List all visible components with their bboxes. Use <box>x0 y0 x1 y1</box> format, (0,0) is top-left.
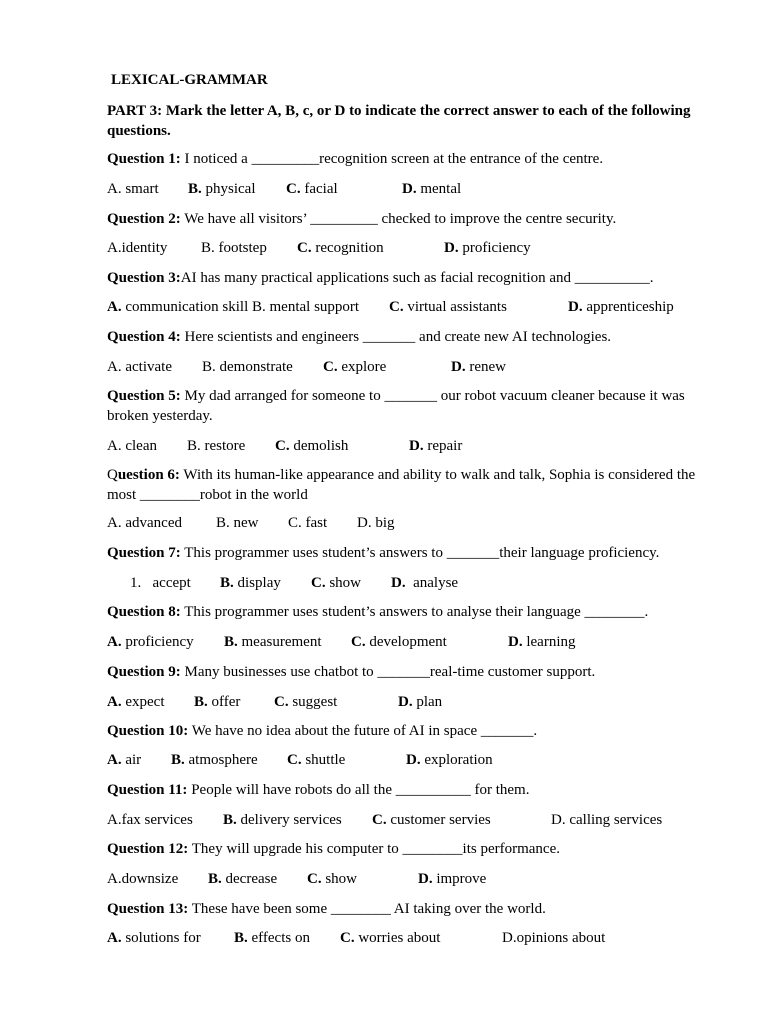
part-instruction: PART 3: Mark the letter A, B, c, or D to indicate the correct answer to each of the following questions. <box>107 103 691 139</box>
option-text: big <box>371 515 395 531</box>
option-text: show <box>325 575 362 591</box>
option-4-2 <box>202 358 293 378</box>
option-text: accept <box>141 575 191 591</box>
question-label: Question 4: <box>107 329 181 345</box>
option-letter: D. <box>444 240 459 256</box>
option-3-3 <box>568 298 674 318</box>
option-text: proficiency <box>121 634 194 650</box>
option-4-1 <box>107 358 172 378</box>
option-letter: D. <box>398 694 413 710</box>
option-text: offer <box>207 694 241 710</box>
option-letter: B. <box>224 634 238 650</box>
option-text: exploration <box>420 752 493 768</box>
option-3-1 <box>107 298 359 318</box>
question-label: Question 1: <box>107 151 181 167</box>
option-letter: C. <box>288 515 302 531</box>
option-text: restore <box>200 438 246 454</box>
option-text: fax services <box>121 812 193 828</box>
option-letter: C. <box>287 752 302 768</box>
option-13-1 <box>107 929 201 949</box>
option-letter: B. <box>201 240 215 256</box>
option-letter: D. <box>357 515 372 531</box>
option-12-1 <box>107 870 178 890</box>
question-label: Question 11: <box>107 782 188 798</box>
question-label: Question 12: <box>107 841 189 857</box>
question-label: Question 8: <box>107 604 181 620</box>
option-letter: D. <box>551 812 566 828</box>
option-7-2 <box>220 574 281 594</box>
question-7 <box>107 544 707 564</box>
option-text: renew <box>465 359 506 375</box>
question-text: Many businesses use chatbot to _______real-time customer support. <box>180 664 596 680</box>
option-text: suggest <box>288 694 338 710</box>
question-label: Question 13: <box>107 901 189 917</box>
option-text: measurement <box>237 634 322 650</box>
option-letter: A. <box>107 438 122 454</box>
option-letter: A. <box>107 181 122 197</box>
option-1-1 <box>107 180 159 200</box>
option-letter: B. <box>187 438 201 454</box>
option-letter: C. <box>351 634 366 650</box>
option-13-3 <box>340 929 440 949</box>
question-text: This programmer uses student’s answers to _______their language proficiency. <box>180 545 660 561</box>
question-text: People will have robots do all the __________ for them. <box>187 782 530 798</box>
option-8-4 <box>508 633 576 653</box>
option-9-1 <box>107 693 164 713</box>
option-5-2 <box>187 437 245 457</box>
option-text: activate <box>121 359 172 375</box>
option-11-1 <box>107 811 193 831</box>
option-text: calling services <box>565 812 663 828</box>
option-10-1 <box>107 751 141 771</box>
option-letter: B. <box>194 694 208 710</box>
question-8 <box>107 603 707 623</box>
option-text: expect <box>121 694 165 710</box>
question-12 <box>107 840 707 860</box>
question-text: AI has many practical applications such as facial recognition and __________. <box>180 270 654 286</box>
option-text: display <box>233 575 281 591</box>
option-text: solutions for <box>121 930 201 946</box>
option-letter: C. <box>274 694 289 710</box>
option-7-4 <box>391 574 458 594</box>
question-label: Question 2: <box>107 211 181 227</box>
question-label: uestion 6: <box>117 467 180 483</box>
option-letter: C. <box>372 812 387 828</box>
option-letter: D. <box>406 752 421 768</box>
question-text: I noticed a _________recognition screen at the entrance of the centre. <box>180 151 604 167</box>
option-text: facial <box>300 181 338 197</box>
option-text: air <box>121 752 142 768</box>
option-text: repair <box>423 438 463 454</box>
option-letter: B. <box>188 181 202 197</box>
question-13 <box>107 900 707 920</box>
option-text: apprenticeship <box>582 299 674 315</box>
option-text: explore <box>337 359 387 375</box>
option-text: footstep <box>214 240 267 256</box>
option-letter: B. <box>202 359 216 375</box>
option-letter: A. <box>107 694 122 710</box>
option-text: analyse <box>405 575 459 591</box>
option-text: physical <box>201 181 256 197</box>
option-4-3 <box>323 358 386 378</box>
option-10-4 <box>406 751 493 771</box>
option-letter: A. <box>107 752 122 768</box>
option-letter: D. <box>409 438 424 454</box>
question-text: We have all visitors’ _________ checked to improve the centre security. <box>180 211 617 227</box>
option-5-1 <box>107 437 157 457</box>
option-letter: B. <box>171 752 185 768</box>
option-text: delivery services <box>236 812 342 828</box>
option-8-1 <box>107 633 194 653</box>
option-13-2 <box>234 929 310 949</box>
question-label: Question 10: <box>107 723 189 739</box>
option-text: development <box>365 634 447 650</box>
option-letter: A. <box>107 871 122 887</box>
page-title: LEXICAL-GRAMMAR <box>111 72 268 88</box>
question-11 <box>107 781 707 801</box>
option-4-4 <box>451 358 506 378</box>
question-text: They will upgrade his computer to ________its performance. <box>188 841 560 857</box>
question-3 <box>107 269 707 289</box>
option-text: plan <box>412 694 443 710</box>
option-text: opinions about <box>516 930 606 946</box>
option-text: proficiency <box>458 240 531 256</box>
option-letter: C. <box>307 871 322 887</box>
option-letter: A. <box>107 299 122 315</box>
option-11-2 <box>223 811 342 831</box>
option-letter: C. <box>275 438 290 454</box>
option-10-2 <box>171 751 258 771</box>
question-label: Question 5: <box>107 388 181 404</box>
option-7-3 <box>311 574 361 594</box>
option-8-2 <box>224 633 321 653</box>
option-letter: C. <box>286 181 301 197</box>
option-2-4 <box>444 239 531 259</box>
option-8-3 <box>351 633 447 653</box>
option-7-1 <box>130 574 191 594</box>
option-5-3 <box>275 437 348 457</box>
option-text: advanced <box>121 515 182 531</box>
option-3-2 <box>389 298 507 318</box>
option-9-4 <box>398 693 442 713</box>
option-1-3 <box>286 180 338 200</box>
question-9 <box>107 663 707 683</box>
option-letter: A. <box>107 515 122 531</box>
option-letter: D. <box>502 930 517 946</box>
option-text: identity <box>121 240 168 256</box>
option-letter: C. <box>311 575 326 591</box>
option-text: clean <box>121 438 157 454</box>
option-letter: D. <box>568 299 583 315</box>
question-label: Question 9: <box>107 664 181 680</box>
option-text: fast <box>301 515 328 531</box>
question-label-prefix: Q <box>107 467 118 483</box>
option-11-4 <box>551 811 662 831</box>
option-text: effects on <box>247 930 310 946</box>
option-letter: A. <box>107 634 122 650</box>
question-label: Question 3: <box>107 270 181 286</box>
option-text: shuttle <box>301 752 346 768</box>
option-6-1 <box>107 514 182 534</box>
option-letter: C. <box>297 240 312 256</box>
question-1 <box>107 150 707 170</box>
option-text: downsize <box>121 871 179 887</box>
option-text: virtual assistants <box>403 299 507 315</box>
option-9-2 <box>194 693 240 713</box>
option-letter: B. <box>234 930 248 946</box>
question-text: These have been some ________ AI taking over the world. <box>188 901 546 917</box>
question-4 <box>107 328 707 348</box>
option-letter: D. <box>391 575 406 591</box>
question-2 <box>107 210 707 230</box>
option-12-4 <box>418 870 486 890</box>
option-6-2 <box>216 514 259 534</box>
option-letter: A. <box>107 359 122 375</box>
option-letter: D. <box>508 634 523 650</box>
option-text: worries about <box>354 930 441 946</box>
option-text: demolish <box>289 438 349 454</box>
option-2-3 <box>297 239 384 259</box>
option-letter: B. <box>216 515 230 531</box>
option-12-3 <box>307 870 357 890</box>
option-9-3 <box>274 693 337 713</box>
option-5-4 <box>409 437 462 457</box>
option-2-2 <box>201 239 267 259</box>
option-text: atmosphere <box>184 752 258 768</box>
option-text: communication skill B. mental support <box>121 299 360 315</box>
option-text: show <box>321 871 358 887</box>
option-10-3 <box>287 751 345 771</box>
option-1-2 <box>188 180 256 200</box>
question-text: This programmer uses student’s answers to analyse their language ________. <box>180 604 649 620</box>
option-1-4 <box>402 180 461 200</box>
option-2-1 <box>107 239 167 259</box>
option-letter: B. <box>220 575 234 591</box>
option-letter: A. <box>107 240 122 256</box>
option-11-3 <box>372 811 491 831</box>
option-text: customer servies <box>386 812 491 828</box>
option-text: demonstrate <box>215 359 293 375</box>
question-text: With its human-like appearance and ability to walk and talk, Sophia is considered the most ________robot in the world <box>107 467 696 503</box>
option-letter: B. <box>223 812 237 828</box>
question-label: Question 7: <box>107 545 181 561</box>
option-letter: A. <box>107 812 122 828</box>
option-12-2 <box>208 870 277 890</box>
question-5 <box>107 387 707 426</box>
option-text: new <box>229 515 259 531</box>
option-13-4 <box>502 929 605 949</box>
option-text: improve <box>432 871 487 887</box>
option-letter: D. <box>451 359 466 375</box>
option-text: learning <box>522 634 576 650</box>
option-text: recognition <box>311 240 384 256</box>
option-letter: A. <box>107 930 122 946</box>
option-text: mental <box>416 181 462 197</box>
question-text: Here scientists and engineers _______ and create new AI technologies. <box>180 329 612 345</box>
option-6-4 <box>357 514 395 534</box>
question-text: We have no idea about the future of AI in space _______. <box>188 723 538 739</box>
option-letter: C. <box>323 359 338 375</box>
option-letter: 1. <box>130 575 142 591</box>
option-letter: C. <box>340 930 355 946</box>
question-6 <box>107 466 707 505</box>
option-letter: B. <box>208 871 222 887</box>
question-text: My dad arranged for someone to _______ our robot vacuum cleaner because it was broken yesterday. <box>107 388 685 424</box>
option-letter: C. <box>389 299 404 315</box>
option-text: decrease <box>221 871 278 887</box>
option-letter: D. <box>402 181 417 197</box>
option-6-3 <box>288 514 327 534</box>
question-10 <box>107 722 707 742</box>
option-letter: D. <box>418 871 433 887</box>
option-text: smart <box>121 181 159 197</box>
